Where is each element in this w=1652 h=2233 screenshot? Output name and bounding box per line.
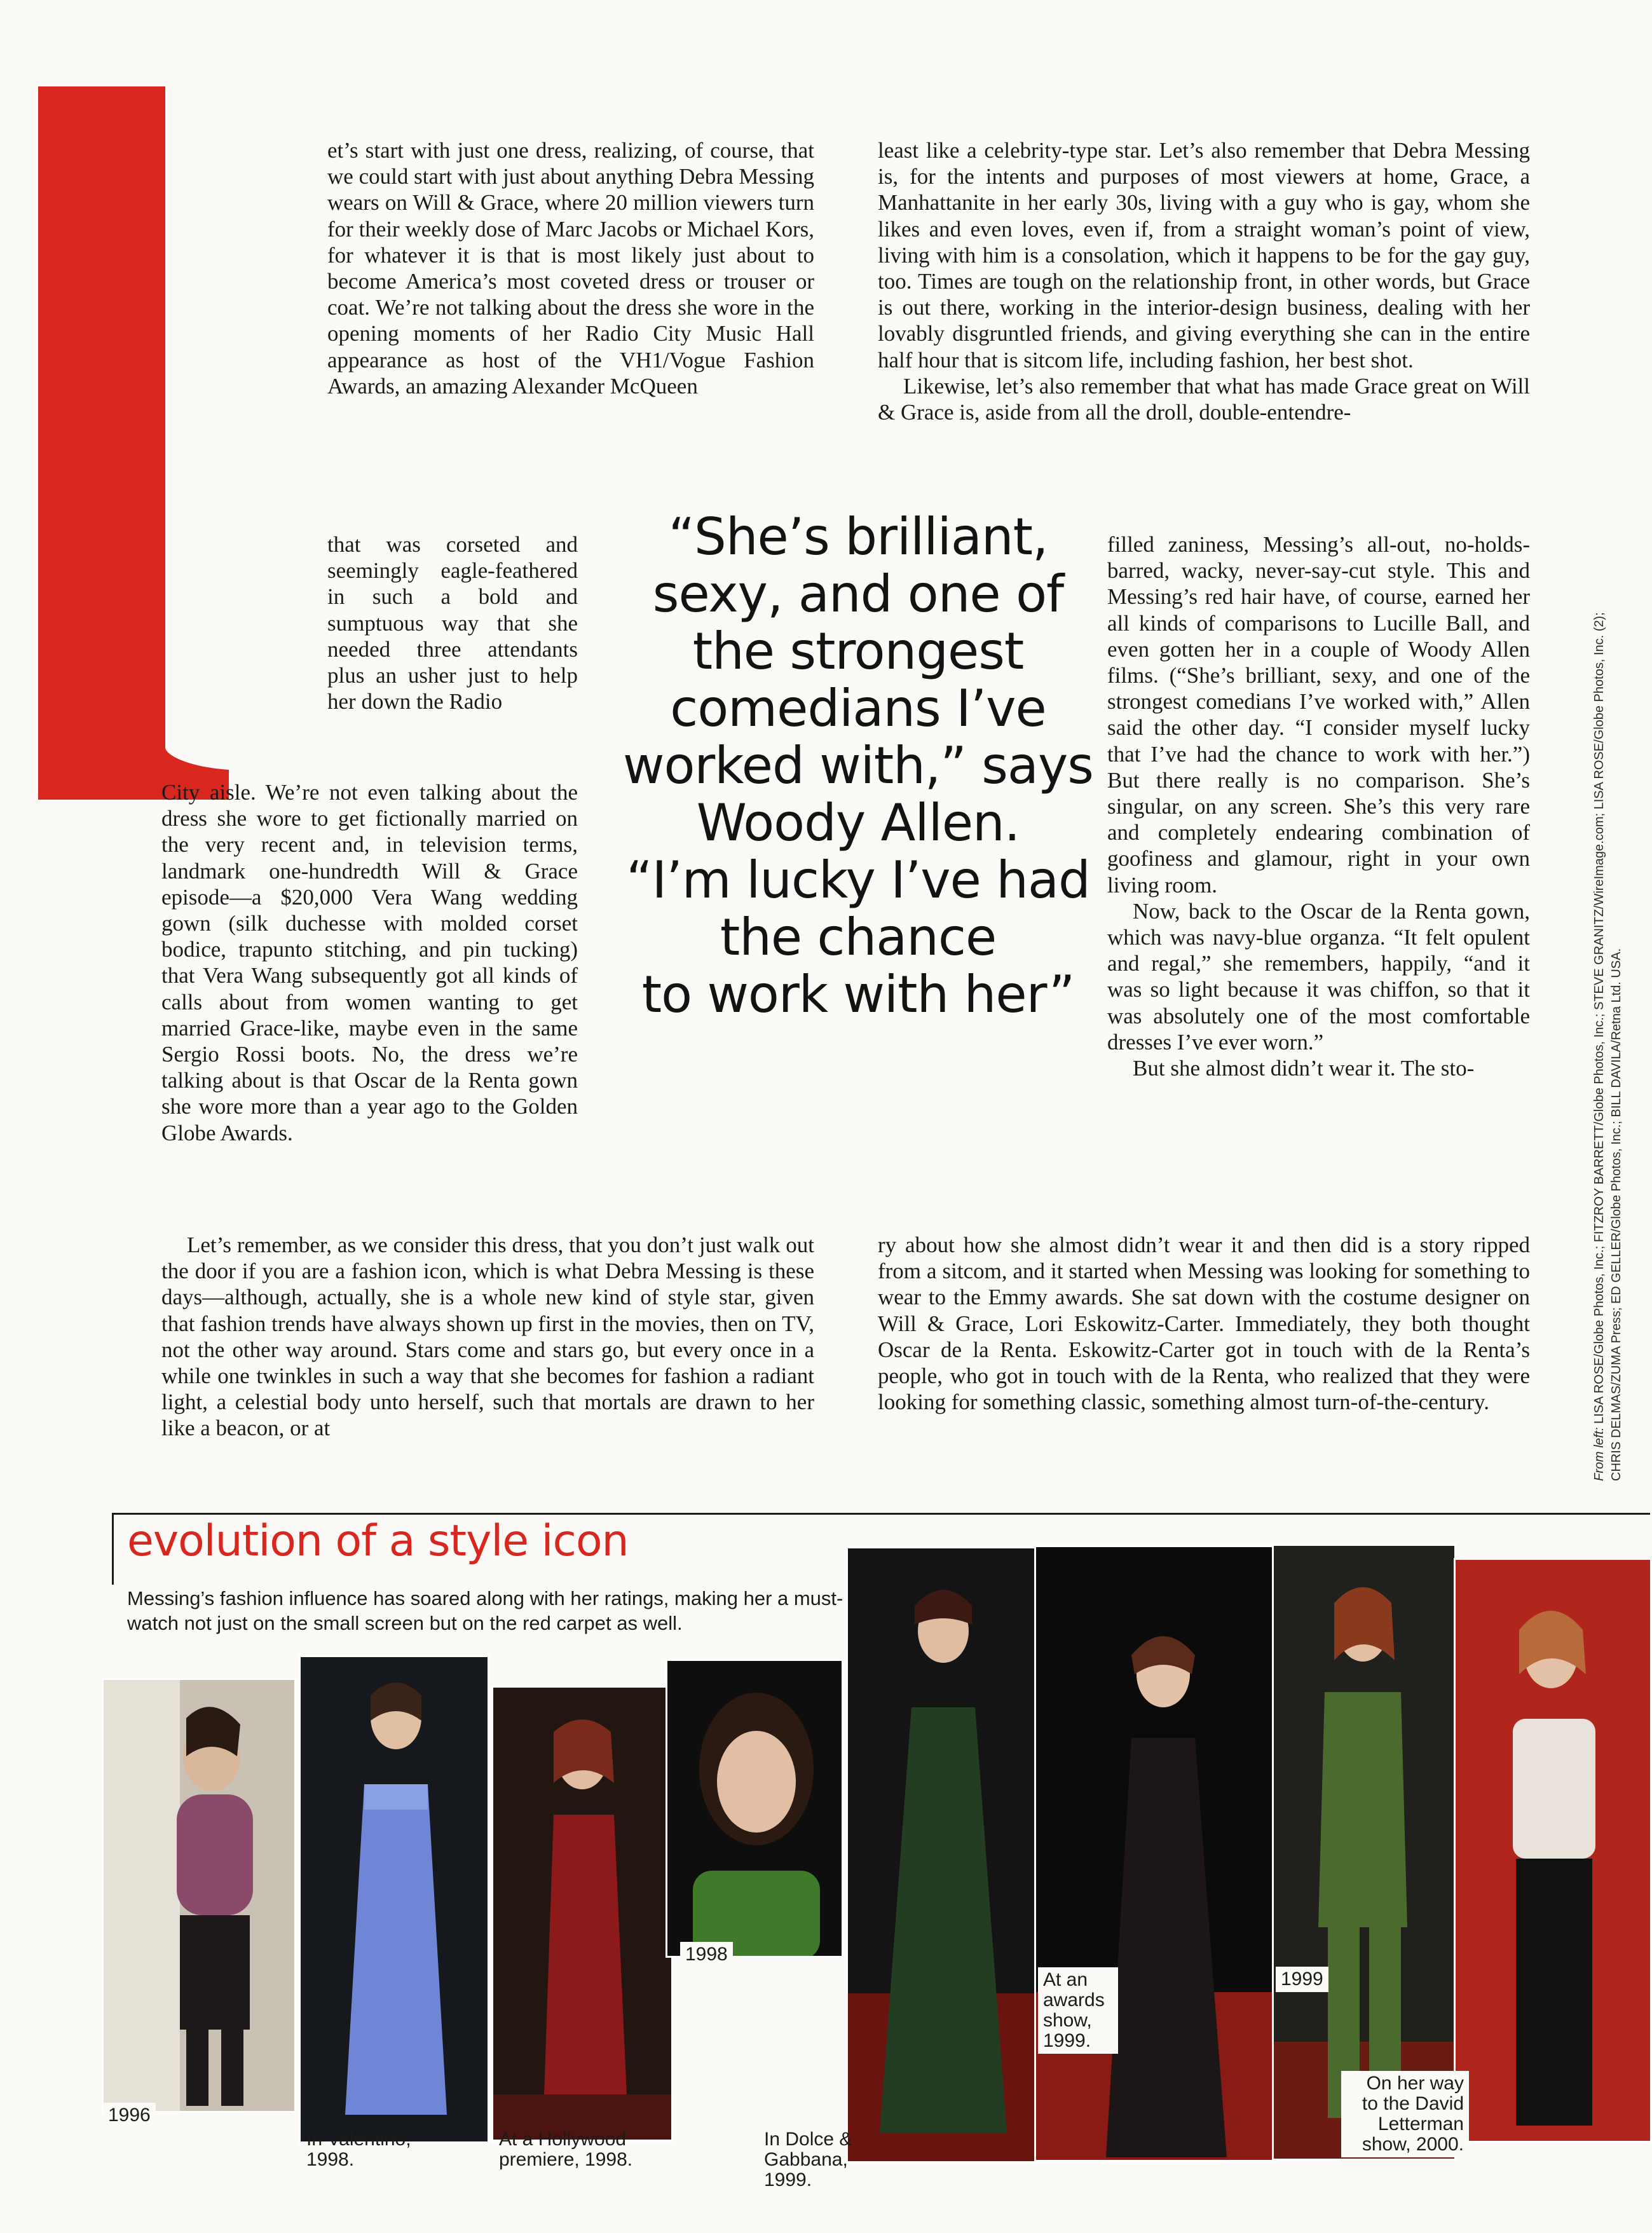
photo-caption: In Dolce & Gabbana, 1999.: [764, 2129, 852, 2190]
sidebar-intro: Messing’s fashion influence has soared along with her ratings, making her a must-watch not just on the small screen but on the red carpet as well.: [127, 1587, 843, 1634]
sidebar-rule-vertical: [112, 1513, 114, 1585]
article-col1-bottom: [161, 1232, 814, 1442]
article-paragraph: Now, back to the Oscar de la Renta gown, which was navy-blue organza. “It felt opulent and regal,” she remembers, happily, “and it was so light because it was chiffon, so that it was absolutely one of the most comfortable dresses I’ve ever worn.”: [1107, 898, 1530, 1055]
article-col1-wide: [161, 779, 578, 1146]
article-paragraph: Likewise, let’s also remember that what has made Grace great on Will & Grace is, aside from all the droll, double-entendre-: [878, 373, 1530, 425]
figure-silhouette-4: [667, 1661, 843, 1958]
photo-caption: 1998: [680, 1942, 733, 1967]
photo-1999-green-suit: [1272, 1544, 1456, 2161]
article-paragraph: City aisle. We’re not even talking about the dress she wore to get fictionally married on the very recent and, in television terms, landmark one-hundredth Will & Grace episode—a $20,000 Vera Wang wedding gown (silk duchesse with molded corset bodice, trapunto stitching, and pin tucking) that Vera Wang subsequently got all kinds of calls about from women wanting to get married Grace-like, maybe even in the same Sergio Rossi boots. No, the dress we’re talking about is that Oscar de la Renta gown she wore more than a year ago to the Golden Globe Awards.: [161, 780, 578, 1145]
pull-quote-line: “I’m lucky I’ve had: [626, 850, 1090, 910]
figure-silhouette-8: [1456, 1560, 1652, 2143]
sidebar-rule-horizontal: [112, 1513, 1650, 1515]
photo-caption: At a Hollywood premiere, 1998.: [499, 2129, 633, 2170]
article-col1-narrow: [327, 531, 578, 714]
photo-caption: At an awards show, 1999.: [1038, 1967, 1118, 2054]
photo-1996: [102, 1678, 296, 2113]
photo-credit-line: LISA ROSE/Globe Photos, Inc.; FITZROY BARRETT/Globe Photos, Inc.; STEVE GRANITZ/WireImage.com; LISA ROSE/Globe Photos, Inc. (2);: [1592, 612, 1606, 1428]
sidebar-title: evolution of a style icon: [127, 1516, 629, 1566]
photo-credit: [1591, 464, 1625, 1481]
figure-silhouette-6: [1036, 1547, 1276, 2162]
pull-quote-line: comedians I’ve: [670, 679, 1046, 738]
article-col2-bottom: [878, 1232, 1530, 1415]
pull-quote-line: the strongest: [692, 622, 1024, 681]
photo-letterman-2000: [1454, 1558, 1652, 2143]
article-paragraph: ry about how she almost didn’t wear it and then did is a story ripped from a sitcom, and it started when Messing was looking for something to wear to the Emmy awards. She sat down with the costume designer on Will & Grace, Lori Eskowitz-Carter. Immediately, they both thought Oscar de la Renta. Eskowitz-Carter got in touch with de la Renta’s people, who got in touch with de la Renta, who realized that they were looking for something classic, something almost turn-of-the-century.: [878, 1233, 1530, 1415]
photo-caption: On her way to the David Letterman show, 2000.: [1341, 2071, 1469, 2157]
pull-quote-line: “She’s brilliant,: [668, 507, 1048, 566]
figure-silhouette-3: [493, 1688, 673, 2141]
photo-1998-portrait: [666, 1659, 843, 1958]
pull-quote-line: the chance: [720, 908, 997, 967]
photo-credit-prefix: From left:: [1592, 1427, 1606, 1481]
photo-caption: In Valentino, 1998.: [306, 2129, 411, 2170]
pull-quote-line: to work with her”: [641, 965, 1075, 1024]
photo-valentino-1998: [299, 1655, 489, 2143]
article-col2-top: [878, 137, 1530, 425]
photo-caption: 1999: [1276, 1967, 1328, 1992]
article-col2-narrow: [1107, 531, 1530, 1081]
figure-silhouette-7: [1274, 1546, 1456, 2161]
article-paragraph: filled zaniness, Messing’s all-out, no-holds-barred, wacky, never-say-cut style. This and Messing’s red hair have, of course, earned her all kinds of comparisons to Lucille Ball, and even gotten her in a couple of Woody Allen films. (“She’s brilliant, sexy, and one of the strongest comedians I’ve worked with,” Allen said the other day. “I consider myself lucky that I’ve had the chance to work with her.”) But there really is no comparison. She’s singular, on any screen. She’s this very rare and completely endearing combination of goofiness and glamour, right in your own living room.: [1107, 532, 1530, 898]
figure-silhouette-2: [301, 1657, 489, 2143]
article-paragraph: et’s start with just one dress, realizing, of course, that we could start with just about anything Debra Messing wears on Will & Grace, where 20 million viewers turn for their weekly dose of Marc Jacobs or Michael Kors, for whatever it is that is most likely just about to become America’s most coveted dress or trouser or coat. We’re not talking about the dress she wore in the opening moments of her Radio City Music Hall appearance as host of the VH1/Vogue Fashion Awards, an amazing Alexander McQueen: [327, 138, 814, 399]
pull-quote-line: worked with,” says: [623, 736, 1093, 795]
photo-premiere-1998: [491, 1686, 673, 2141]
pull-quote-line: sexy, and one of: [652, 564, 1064, 624]
photo-caption: 1996: [103, 2103, 156, 2128]
article-paragraph: that was corseted and seemingly eagle-feathered in such a bold and sumptuous way that she needed three attendants plus an usher just to help her down the Radio: [327, 532, 578, 714]
pull-quote-line: Woody Allen.: [696, 793, 1020, 852]
pull-quote: [553, 509, 1163, 1023]
photo-credit-line: CHRIS DELMAS/ZUMA Press; ED GELLER/Globe Photos, Inc.; BILL DAVILA/Retna Ltd. USA.: [1609, 948, 1623, 1481]
article-col1-top: [327, 137, 814, 399]
photo-awards-show-1999: [1034, 1545, 1276, 2162]
article-paragraph: least like a celebrity-type star. Let’s also remember that Debra Messing is, for the intents and purposes of most viewers at home, Grace, a Manhattanite in her early 30s, living with a guy who is gay, whom she likes and even loves, even if, from a straight woman’s point of view, living with him is a consolation, which it happens to be for the gay guy, too. Times are tough on the relationship front, in other words, but Grace is out there, working in the interior-design business, dealing with her lovably disgruntled friends, and giving everything she can in the entire half hour that is sitcom life, including fashion, her best shot.: [878, 138, 1530, 372]
photo-dolce-gabbana-1999: [846, 1547, 1037, 2163]
figure-silhouette-1: [104, 1680, 296, 2113]
article-paragraph: But she almost didn’t wear it. The sto-: [1133, 1056, 1475, 1081]
figure-silhouette-5: [848, 1548, 1037, 2163]
drop-cap-shape: [38, 86, 235, 800]
article-paragraph: Let’s remember, as we consider this dress, that you don’t just walk out the door if you are a fashion icon, which is what Debra Messing is these days—although, actually, she is a whole new kind of style star, given that fashion trends have always shown up first in the movies, then on TV, not the other way around. Stars come and stars go, but every once in a while one twinkles in such a way that she becomes for fashion a radiant light, a celestial body unto herself, such that mortals are drawn to her like a beacon, or at: [161, 1233, 814, 1441]
